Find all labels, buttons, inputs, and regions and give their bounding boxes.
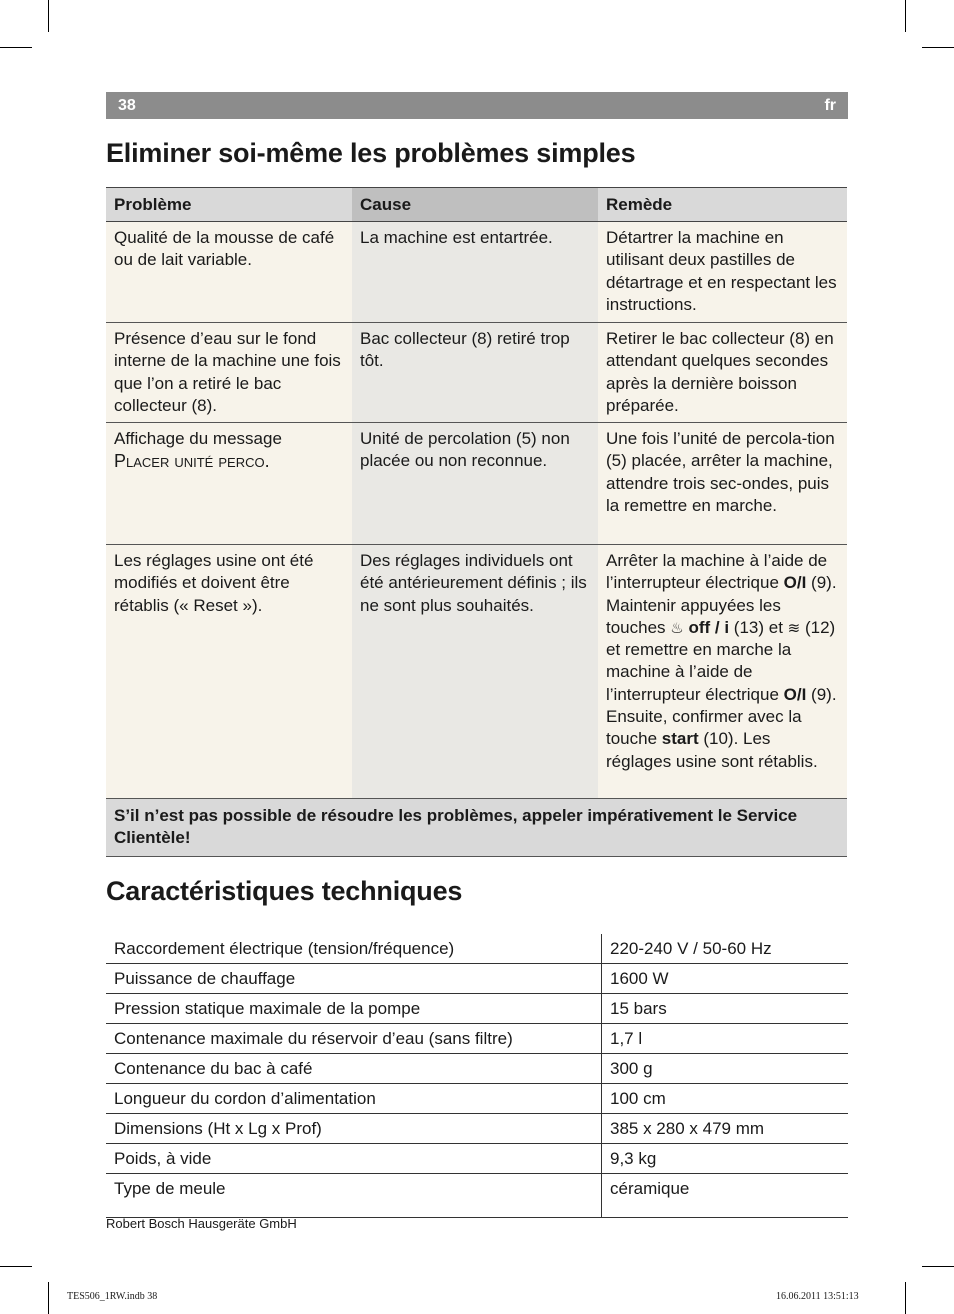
remedy-text: (13) et xyxy=(729,617,788,637)
power-switch-label: O/I xyxy=(783,573,807,593)
company-name: Robert Bosch Hausgeräte GmbH xyxy=(106,1216,297,1231)
column-header-cause: Cause xyxy=(352,188,598,222)
remedy-text: (10). Les réglages usine sont rétablis. xyxy=(606,729,818,771)
start-key-label: start xyxy=(661,729,699,749)
spec-label: Pression statique maximale de la pompe xyxy=(106,994,602,1024)
off-info-key-label: off / i xyxy=(688,617,730,637)
problem-cell xyxy=(106,423,352,545)
crop-mark xyxy=(905,0,906,32)
table-row xyxy=(106,1084,848,1114)
print-file-info: TES506_1RW.indb 38 xyxy=(67,1291,158,1302)
crop-mark xyxy=(48,1282,49,1314)
cause-cell: Bac collecteur (8) retiré trop tôt. xyxy=(352,323,598,423)
table-row xyxy=(106,545,847,799)
crop-mark xyxy=(0,1266,32,1267)
spec-value: 9,3 kg xyxy=(602,1144,849,1174)
crop-mark xyxy=(922,1266,954,1267)
crop-mark xyxy=(905,1282,906,1314)
cause-cell: La machine est entartrée. xyxy=(352,222,598,323)
spec-label: Contenance maximale du réservoir d’eau (sans filtre) xyxy=(106,1024,602,1054)
specs-title: Caractéristiques techniques xyxy=(106,876,463,906)
spec-label: Type de meule xyxy=(106,1174,602,1218)
cause-cell: Des réglages individuels ont été antérieurement définis ; ils ne sont plus souhaités. xyxy=(352,545,598,799)
table-row xyxy=(106,994,848,1024)
spec-value: 1600 W xyxy=(602,964,849,994)
table-row xyxy=(106,964,848,994)
cause-cell: Unité de percolation (5) non placée ou non reconnue. xyxy=(352,423,598,545)
remedy-cell: Détartrer la machine en utilisant deux pastilles de détartrage et en respectant les instructions. xyxy=(598,222,847,323)
column-header-remedy: Remède xyxy=(598,188,847,222)
spec-value: 300 g xyxy=(602,1054,849,1084)
table-header-row xyxy=(106,188,847,222)
table-row xyxy=(106,1174,848,1218)
spec-label: Contenance du bac à café xyxy=(106,1054,602,1084)
table-row xyxy=(106,1054,848,1084)
remedy-text: Arrêter la machine à l’aide de l’interrupteur électrique xyxy=(606,551,828,593)
spec-label: Raccordement électrique (tension/fréquence) xyxy=(106,934,602,964)
remedy-cell: Une fois l’unité de percola-tion (5) placée, arrêter la machine, attendre trois sec-ondes, puis la remettre en marche. xyxy=(598,423,847,545)
column-header-problem: Problème xyxy=(106,188,352,222)
spec-label: Dimensions (Ht x Lg x Prof) xyxy=(106,1114,602,1144)
remedy-text: (9). Maintenir appuyées les touches xyxy=(606,573,837,637)
service-note: S’il n’est pas possible de résoudre les problèmes, appeler impérativement le Service Clientèle! xyxy=(106,799,847,857)
table-row xyxy=(106,1144,848,1174)
spec-label: Poids, à vide xyxy=(106,1144,602,1174)
specs-table xyxy=(106,934,848,1218)
table-row xyxy=(106,323,847,423)
steam-icon: ≋ xyxy=(787,618,801,637)
remedy-text: (12) et remettre en marche la machine à l’aide de l’interrupteur électrique xyxy=(606,617,836,704)
remedy-text: (9). Ensuite, confirmer avec la touche xyxy=(606,684,837,749)
spec-value: 1,7 l xyxy=(602,1024,849,1054)
table-row xyxy=(106,934,848,964)
display-message: Placer unité perco. xyxy=(114,451,270,472)
problem-text: Affichage du message xyxy=(114,429,282,448)
page-header-bar xyxy=(106,92,848,119)
crop-mark xyxy=(0,47,32,48)
remedy-cell: Retirer le bac collecteur (8) en attendant quelques secondes après la dernière boisson préparée. xyxy=(598,323,847,423)
spec-value: 220-240 V / 50-60 Hz xyxy=(602,934,849,964)
table-row xyxy=(106,423,847,545)
spec-label: Puissance de chauffage xyxy=(106,964,602,994)
troubleshooting-title: Eliminer soi-même les problèmes simples xyxy=(106,138,636,168)
spec-label: Longueur du cordon d’alimentation xyxy=(106,1084,602,1114)
coffee-aroma-icon: ♨ xyxy=(670,618,684,637)
print-date-info: 16.06.2011 13:51:13 xyxy=(776,1291,859,1302)
spec-value: céramique xyxy=(602,1174,849,1218)
problem-cell: Qualité de la mousse de café ou de lait variable. xyxy=(106,222,352,323)
troubleshooting-table xyxy=(106,187,847,857)
crop-mark xyxy=(48,0,49,32)
table-row xyxy=(106,1024,848,1054)
note-row xyxy=(106,799,847,857)
table-row xyxy=(106,1114,848,1144)
page-number: 38 xyxy=(118,96,136,114)
spec-value: 100 cm xyxy=(602,1084,849,1114)
problem-cell: Présence d’eau sur le fond interne de la machine une fois que l’on a retiré le bac collecteur (8). xyxy=(106,323,352,423)
language-code: fr xyxy=(824,96,836,114)
power-switch-label: O/I xyxy=(783,684,807,704)
table-row xyxy=(106,222,847,323)
spec-value: 15 bars xyxy=(602,994,849,1024)
crop-mark xyxy=(922,47,954,48)
spec-value: 385 x 280 x 479 mm xyxy=(602,1114,849,1144)
problem-cell: Les réglages usine ont été modifiés et doivent être rétablis (« Reset »). xyxy=(106,545,352,799)
remedy-cell xyxy=(598,545,847,799)
